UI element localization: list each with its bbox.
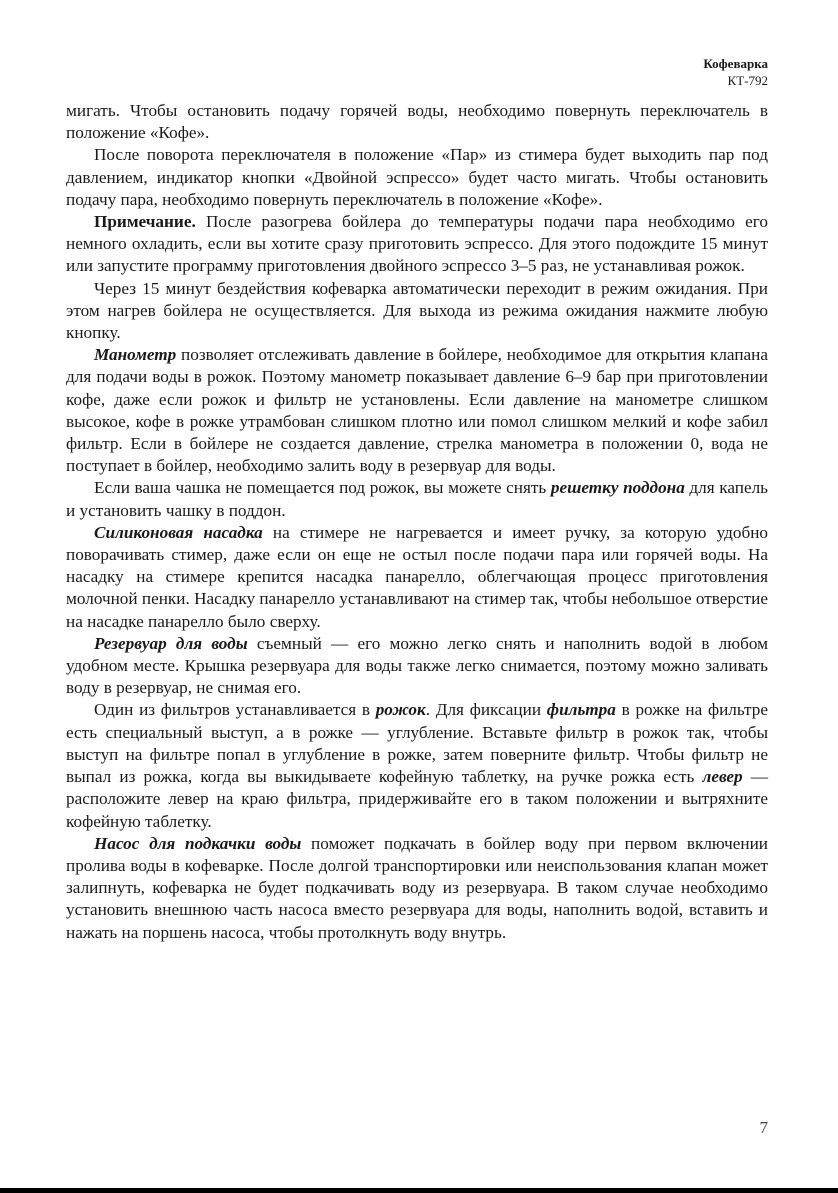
emphasized-term: Примечание. (94, 212, 196, 232)
paragraph-text: Один из фильтров устанавливается в (94, 700, 376, 720)
page-bottom-border (0, 1188, 838, 1193)
emphasized-term: Силиконовая насадка (94, 522, 263, 542)
paragraph-text: . Для фиксации (425, 700, 547, 720)
paragraph-text: на стимере не нагревается и имеет ручку, за которую удобно поворачивать стимер, даже если он еще не остыл после подачи пара или горячей воды. На насадку на стимере крепится насадка панарелло, облегчающая процесс приготовления молочной пенки. Насадку панарелло устанавливают на стимер так, чтобы небольшое отверстие на насадке панарелло было сверху. (66, 522, 769, 631)
running-header (703, 55, 768, 89)
paragraph-p9 (66, 699, 768, 832)
emphasized-term: решетку поддона (550, 478, 685, 498)
paragraph-p6 (66, 477, 768, 521)
paragraph-text: — расположите левер на краю фильтра, придерживайте его в таком положении и вытряхните кофейную таблетку. (66, 767, 768, 831)
paragraph-p1 (66, 100, 768, 144)
paragraph-p8 (66, 633, 768, 700)
page-number: 7 (759, 1118, 768, 1137)
paragraph-text: съемный — его можно легко снять и наполнить водой в любом удобном месте. Крышка резервуара для воды также легко снимается, поэтому можно заливать воду в резервуар, не снимая его. (66, 633, 768, 698)
paragraph-text: Если ваша чашка не помещается под рожок, вы можете снять (94, 478, 551, 498)
paragraph-text: После разогрева бойлера до температуры подачи пара необходимо его немного охладить, если вы хотите сразу приготовить эспрессо. Для этого подождите 15 минут или запустите программу приготовления двойного эспрессо 3–5 раз, не устанавливая рожок. (66, 212, 768, 276)
paragraph-p4 (66, 278, 768, 345)
paragraph-p10 (66, 833, 768, 944)
header-product-title: Кофеварка (703, 56, 768, 71)
paragraph-p5 (66, 344, 768, 477)
paragraph-p3 (66, 211, 768, 278)
paragraph-p7 (66, 522, 768, 633)
body-text (66, 100, 768, 944)
paragraph-text: После поворота переключателя в положение «Пар» из стимера будет выходить пар под давлением, индикатор кнопки «Двойной эспрессо» будет часто мигать. Чтобы остановить подачу пара, необходимо повернуть переключатель в положение «Кофе». (66, 145, 768, 209)
emphasized-term: Резервуар для воды (94, 633, 248, 653)
emphasized-term: Насос для подкачки воды (94, 833, 302, 853)
paragraph-text: для капель и установить чашку в поддон. (66, 478, 768, 520)
emphasized-term: левер (702, 767, 743, 787)
header-model-number: КТ-792 (727, 73, 768, 88)
paragraph-text: поможет подкачать в бойлер воду при первом включении пролива воды в кофеварке. После долгой транспортировки или неиспользования клапан может залипнуть, кофеварка не будет подкачивать воду из резервуара. В таком случае необходимо установить внешнюю часть насоса вместо резервуара для воды, наполнить водой, вставить и нажать на поршень насоса, чтобы протолкнуть воду внутрь. (66, 833, 768, 942)
emphasized-term: фильтра (546, 700, 616, 720)
emphasized-term: Манометр (94, 345, 177, 365)
paragraph-text: позволяет отслеживать давление в бойлере, необходимое для открытия клапана для подачи воды в рожок. Поэтому манометр показывает давление 6–9 бар при приготовлении кофе, даже если рожок и фильтр не установлены. Если давление на манометре слишком высокое, кофе в рожке утрамбован слишком плотно или помол слишком мелкий и кофе забил фильтр. Если в бойлере не создается давление, стрелка манометра в положении 0, вода не поступает в бойлер, необходимо залить воду в резервуар для воды. (66, 345, 768, 476)
paragraph-text: в рожке на фильтре есть специальный выступ, а в рожке — углубление. Вставьте фильтр в рожок так, чтобы выступ на фильтре попал в углубление в рожке, затем поверните фильтр. Чтобы фильтр не выпал из рожка, когда вы выкидываете кофейную таблетку, на ручке рожка есть (66, 700, 768, 787)
emphasized-term: рожок (375, 700, 426, 720)
paragraph-p2 (66, 144, 768, 211)
paragraph-text: Через 15 минут бездействия кофеварка автоматически переходит в режим ожидания. При этом нагрев бойлера не осуществляется. Для выхода из режима ожидания нажмите любую кнопку. (66, 278, 768, 343)
paragraph-text: мигать. Чтобы остановить подачу горячей воды, необходимо повернуть переключатель в положение «Кофе». (66, 101, 768, 143)
